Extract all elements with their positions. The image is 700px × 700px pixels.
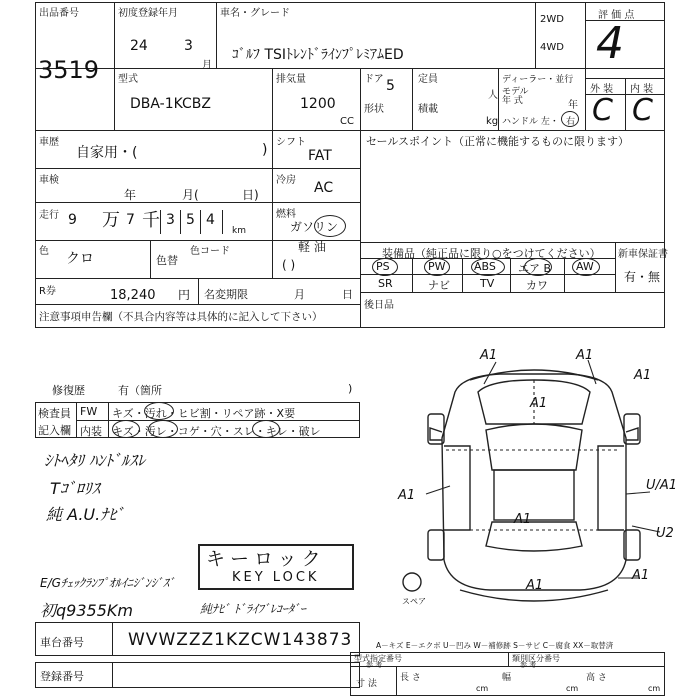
inspector-row1-tag: FW <box>80 405 98 418</box>
recycle-unit: 円 <box>178 288 191 302</box>
recycle-value: 18,240 <box>110 288 156 303</box>
sales-point-label: セールスポイント（正常に機能するものに限ります） <box>366 135 630 148</box>
chassis-label: 車台番号 <box>40 636 84 649</box>
load-unit: kg <box>486 116 499 127</box>
warranty-label: 新車保証書 <box>618 249 668 260</box>
height-unit: cm <box>648 684 661 693</box>
height-label: 高 さ <box>586 673 607 683</box>
color-value: クロ <box>66 251 94 267</box>
ac-value: AC <box>314 180 334 196</box>
first-reg-year: 24 <box>130 38 148 54</box>
model-label: 型式 <box>118 74 138 85</box>
class-label: 類別区分番号 <box>512 654 560 663</box>
inspection-day-unit: 日) <box>242 188 259 202</box>
shift-value: FAT <box>308 148 332 164</box>
color-label: 色 <box>39 246 49 257</box>
repair-close: ) <box>348 382 353 395</box>
chassis-number: WVWZZZ1KZCW143873 <box>128 630 353 650</box>
name-change-label: 名変期限 <box>204 288 248 301</box>
warranty-value: 有・無 <box>624 270 661 284</box>
history-value: 自家用・( <box>76 145 138 161</box>
mileage-unit: km <box>232 226 246 236</box>
reg-label: 登録番号 <box>40 670 84 683</box>
hand-note-5: 初q9355Km <box>40 601 133 620</box>
dims-label: 寸 法 <box>356 679 377 689</box>
ac-label: 冷房 <box>276 175 296 186</box>
width-label: 幅 <box>502 673 512 683</box>
damage-mark: A1 <box>526 578 544 593</box>
damage-mark: U/A1 <box>646 478 678 493</box>
history-close: ) <box>262 142 268 158</box>
dealer-label: ディーラー・並行 <box>502 75 574 85</box>
fuel-label: 燃料 <box>276 209 296 220</box>
equipment-label: 装備品（純正品に限り○をつけてください） <box>382 247 601 260</box>
shape-label: 形状 <box>364 104 384 115</box>
drive-2wd: 2WD <box>540 14 564 25</box>
name-change-month: 月 <box>294 288 305 301</box>
history-label: 車歴 <box>39 137 59 148</box>
model-year-unit: 年 <box>568 100 578 111</box>
equip-airbag: エア B <box>518 262 552 275</box>
length-label: 長 さ <box>400 673 421 683</box>
fuel-gasoline: ガソリン <box>290 220 339 234</box>
hand-note-6: 純ﾅﾋﾞ ﾄﾞﾗｲﾌﾞﾚｺｰﾀﾞｰ <box>200 602 306 616</box>
damage-mark: A1 <box>514 512 532 527</box>
recycle-label: R券 <box>39 286 56 297</box>
damage-mark: A1 <box>398 488 416 503</box>
mileage-digit-3: 3 <box>166 212 175 228</box>
first-reg-month: 3 <box>184 38 193 54</box>
damage-mark: A1 <box>632 568 650 583</box>
handle-label: ハンドル 左・ <box>502 117 559 127</box>
hand-note-3: 純 A.U.ﾅﾋﾞ <box>46 505 125 524</box>
equip-navi: ナビ <box>428 279 450 292</box>
repair-value: 有（箇所 <box>118 384 162 397</box>
equip-leather: カワ <box>526 279 548 292</box>
inspector-label-1: 検査員 <box>38 407 71 420</box>
equip-sr: SR <box>378 277 393 290</box>
damage-mark: A1 <box>530 396 548 411</box>
inspector-label-2: 記入欄 <box>38 424 71 437</box>
damage-mark: A1 <box>480 348 498 363</box>
lot-label: 出品番号 <box>39 8 79 19</box>
mileage-digit-2: 7 <box>126 212 135 228</box>
inspection-year-unit: 年 <box>124 188 137 202</box>
lot-number: 3519 <box>38 56 100 84</box>
damage-mark: A1 <box>634 368 652 383</box>
interior-score: C <box>632 93 653 128</box>
inspector-row1: キズ・汚れ・ヒビ割・リペア跡・X要 <box>112 407 296 420</box>
displacement-value: 1200 <box>300 96 336 112</box>
repair-label: 修復歴 <box>52 384 85 397</box>
key-lock-en: KEY LOCK <box>232 570 320 585</box>
first-reg-label: 初度登録年月 <box>118 8 178 19</box>
handle-value: 右 <box>566 117 576 127</box>
name-change-day: 日 <box>342 288 353 301</box>
mileage-man: 万 <box>102 210 120 231</box>
equip-aw: AW <box>576 260 594 273</box>
mileage-label: 走行 <box>39 210 59 221</box>
drive-4wd: 4WD <box>540 42 564 53</box>
exterior-score: C <box>592 93 613 128</box>
name-label: 車名・グレード <box>220 8 290 19</box>
hand-note-2: Tｺﾞﾛﾘｽ <box>50 479 100 498</box>
model-value: DBA-1KCBZ <box>130 96 211 112</box>
damage-legend: A－キズ E－エクボ U－凹み W－補修跡 S－サビ C－腐食 XX－取替済 <box>376 641 614 650</box>
mileage-digit-4: 5 <box>186 212 195 228</box>
model-year-label: モデル 年 式 <box>502 87 529 106</box>
load-label: 積載 <box>418 104 438 115</box>
equip-abs: ABS <box>474 260 496 273</box>
equip-tv: TV <box>480 277 495 290</box>
hand-note-4: E/Gﾁｪｯｸﾗﾝﾌﾟｵﾙｲﾆｼﾞﾝｼﾞｽﾞ <box>40 576 175 590</box>
first-reg-month-unit: 月 <box>202 60 212 71</box>
fuel-other: ( ) <box>282 258 296 272</box>
fuel-light-oil: 軽 油 <box>298 240 326 254</box>
notes-label: 注意事項申告欄（不具合内容等は具体的に記入して下さい） <box>39 311 323 323</box>
car-name-grade: ｺﾞﾙﾌ TSIﾄﾚﾝﾄﾞﾗｲﾝﾌﾟﾚﾐｱﾑED <box>232 47 404 63</box>
mileage-sen: 千 <box>142 210 160 231</box>
spare-label: スペア <box>402 597 426 606</box>
width-unit: cm <box>566 684 579 693</box>
exterior-label: 外 装 <box>590 84 614 95</box>
mileage-digit-5: 4 <box>206 212 215 228</box>
interior-label: 内 装 <box>630 84 654 95</box>
color-code-label: 色コード <box>190 246 230 257</box>
inspection-label: 車検 <box>39 175 59 186</box>
mileage-digit-1: 9 <box>68 212 77 228</box>
class-ref: 参 考 <box>520 661 537 669</box>
score-label: 評 価 点 <box>598 10 635 21</box>
inspector-row2: キズ・汚レ・コゲ・穴・スレ・キレ・破レ <box>112 425 321 438</box>
shift-label: シフト <box>276 137 306 148</box>
damage-mark: A1 <box>576 348 594 363</box>
type-spec-label: 型式指定番号 <box>354 654 402 663</box>
length-unit: cm <box>476 684 489 693</box>
key-lock-kana: キーロック <box>206 548 326 570</box>
type-spec-ref: 参 考 <box>366 661 383 669</box>
later-docs-label: 後日品 <box>364 300 394 311</box>
hand-note-1: ｼﾄﾍﾀﾘ ﾊﾝﾄﾞﾙｽﾚ <box>44 451 146 470</box>
displacement-label: 排気量 <box>276 74 306 85</box>
displacement-unit: CC <box>340 116 354 127</box>
equip-pw: PW <box>428 260 446 273</box>
capacity-unit: 人 <box>488 90 498 101</box>
doors-value: 5 <box>386 78 395 94</box>
capacity-label: 定員 <box>418 74 438 85</box>
score-value: 4 <box>596 18 624 69</box>
inspector-row2-tag: 内装 <box>80 425 102 438</box>
inspection-month-unit: 月( <box>182 188 199 202</box>
damage-mark: U2 <box>656 526 674 541</box>
color-change-label: 色替 <box>156 254 178 267</box>
doors-label: ドア <box>364 74 384 85</box>
equip-ps: PS <box>376 260 390 273</box>
